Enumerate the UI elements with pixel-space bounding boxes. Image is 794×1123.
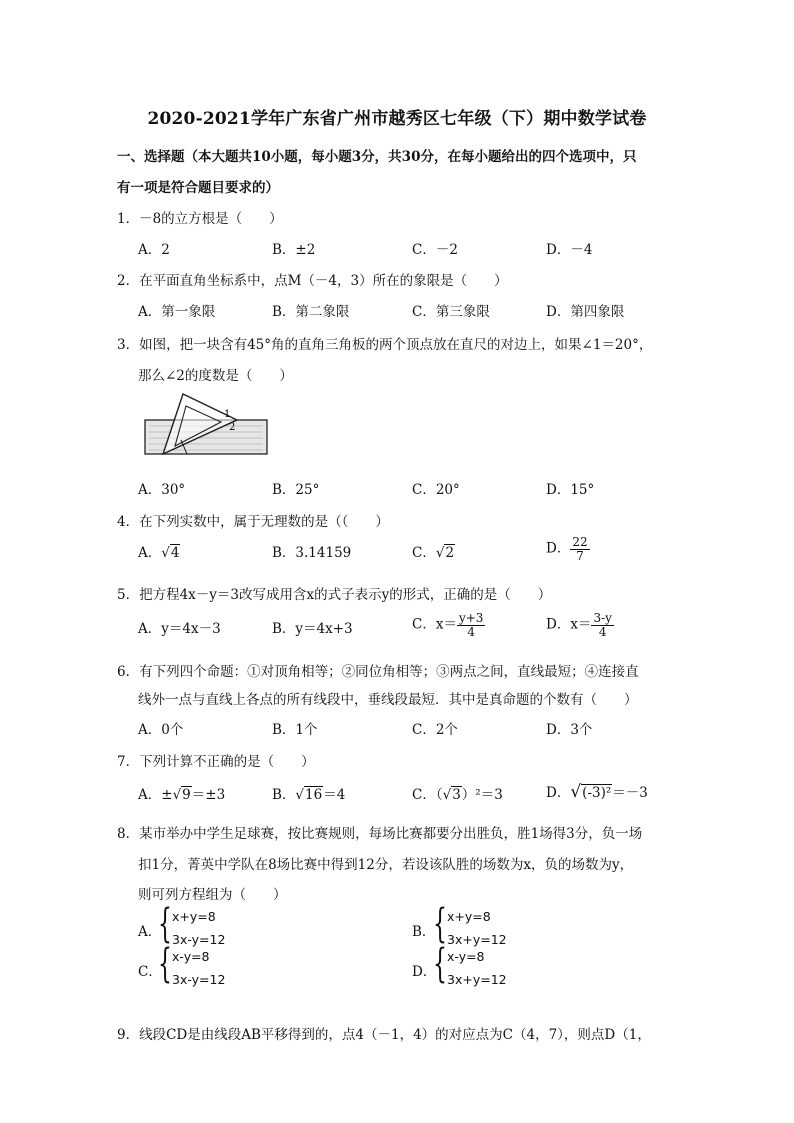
q7-option-d-result: ＝－3 <box>612 785 648 801</box>
q8-option-c-equation-2: 3x-y=12 <box>172 972 226 987</box>
q7-option-d <box>546 781 648 802</box>
brace-icon: { <box>433 941 447 987</box>
q7-option-c-radicand: 3 <box>452 787 461 803</box>
sqrt-sign: √ <box>295 787 305 803</box>
q8-option-c-equation-1: x-y=8 <box>172 949 210 964</box>
fraction-denominator: 4 <box>598 624 607 639</box>
section-heading-line2: 有一项是符合题目要求的） <box>117 180 279 196</box>
q4-option-d-label: D． <box>546 540 571 557</box>
q1-option-c: C．－2 <box>412 242 458 258</box>
q7-option-a-label: A．± <box>138 787 173 803</box>
q2-option-b: B．第二象限 <box>272 304 350 320</box>
q7-option-b-radicand: 16 <box>305 787 323 803</box>
q8-option-a-equation-1: x+y=8 <box>172 909 216 924</box>
fraction-denominator: 7 <box>576 548 584 563</box>
q7-option-d-label: D． <box>546 785 571 801</box>
q8-option-b-equation-2: 3x+y=12 <box>447 932 507 947</box>
q2-option-c: C．第三象限 <box>412 304 490 320</box>
q7-option-d-radicand: (-3)² <box>582 785 612 801</box>
q3-option-a: A．30° <box>138 482 186 498</box>
q8-option-d-equation-2: 3x+y=12 <box>447 972 507 987</box>
sqrt-sign: √ <box>435 545 445 561</box>
q6-option-a: A．0个 <box>138 722 184 738</box>
q5-option-c <box>412 612 485 638</box>
q2-option-d: D．第四象限 <box>546 304 625 320</box>
q7-stem: 7．下列计算不正确的是（ ） <box>117 754 315 770</box>
sqrt-sign: √ <box>161 545 170 561</box>
q4-option-d <box>546 536 590 562</box>
sqrt-sign: √ <box>172 787 182 803</box>
q5-option-d-fraction <box>591 612 613 638</box>
q8-option-a-equation-2: 3x-y=12 <box>172 932 226 947</box>
q7-option-c-result: ）²＝3 <box>461 787 503 803</box>
fraction-numerator: 22 <box>572 535 588 549</box>
q4-option-a-radicand: 4 <box>170 545 180 561</box>
q8-option-d-equation-1: x-y=8 <box>447 949 485 964</box>
q1-option-d: D．－4 <box>546 242 593 258</box>
q7-option-b-result: ＝4 <box>323 787 346 803</box>
q9-stem: 9．线段CD是由线段AB平移得到的，点4（－1，4）的对应点为C（4，7），则点D（1， <box>117 1027 651 1043</box>
brace-icon: { <box>158 901 172 947</box>
q4-option-d-fraction <box>570 536 589 562</box>
section-heading-line1: 一、选择题（本大题共10小题，每小题3分，共30分，在每小题给出的四个选项中，只 <box>117 149 637 165</box>
brace-icon: { <box>433 901 447 947</box>
angle-2-label: 2 <box>229 422 236 433</box>
q7-option-a-result: ＝±3 <box>191 787 226 803</box>
q7-option-c-label: C．（ <box>412 787 443 803</box>
q8-option-b-label: B． <box>412 924 436 940</box>
q2-stem: 2．在平面直角坐标系中，点M（－4，3）所在的象限是（ ） <box>117 273 508 289</box>
q8-stem-line3: 则可列方程组为（ ） <box>138 887 287 903</box>
q8-stem-line1: 8．某市举办中学生足球赛，按比赛规则，每场比赛都要分出胜负，胜1场得3分，负一场 <box>117 826 643 842</box>
sqrt-sign: √ <box>570 782 582 802</box>
q7-option-a <box>138 783 225 803</box>
q6-stem-line1: 6．有下列四个命题：①对顶角相等；②同位角相等；③两点之间，直线最短；④连接直 <box>117 664 639 680</box>
q7-option-a-radicand: 9 <box>182 787 191 803</box>
q6-option-d: D．3个 <box>546 722 593 738</box>
q8-stem-line2: 扣1分，菁英中学队在8场比赛中得到12分，若设该队胜的场数为x，负的场数为y， <box>138 857 634 873</box>
q7-option-c <box>412 783 503 803</box>
q4-option-c <box>412 541 455 561</box>
q5-option-c-fraction <box>457 612 485 638</box>
q3-stem-line1: 3．如图，把一块含有45°角的直角三角板的两个顶点放在直尺的对边上，如果∠1＝20°， <box>117 337 653 353</box>
q5-option-b: B．y＝4x+3 <box>272 621 353 637</box>
q8-option-b-equation-1: x+y=8 <box>447 909 491 924</box>
q4-option-c-label: C． <box>412 545 436 561</box>
fraction-numerator: 3-y <box>593 611 612 625</box>
q3-stem-line2: 那么∠2的度数是（ ） <box>138 368 293 384</box>
q5-stem: 5．把方程4x－y＝3改写成用含x的式子表示y的形式，正确的是（ ） <box>117 587 552 603</box>
q3-option-b: B．25° <box>272 482 320 498</box>
q7-option-b-label: B． <box>272 787 296 803</box>
q1-stem: 1．－8的立方根是（ ） <box>117 211 283 227</box>
q8-option-c-label: C． <box>138 964 162 980</box>
q8-option-a-label: A． <box>138 924 162 940</box>
q4-option-a <box>138 541 180 561</box>
q5-option-a: A．y＝4x－3 <box>138 621 221 637</box>
ruler-triangle-figure <box>141 390 271 458</box>
q1-option-b: B．±2 <box>272 242 316 258</box>
q6-stem-line2: 线外一点与直线上各点的所有线段中，垂线段最短．其中是真命题的个数有（ ） <box>138 692 638 708</box>
q4-option-b: B．3.14159 <box>272 545 352 561</box>
q4-option-a-label: A． <box>138 545 162 561</box>
sqrt-sign: √ <box>442 787 452 803</box>
fraction-numerator: y+3 <box>458 611 484 625</box>
q4-option-c-radicand: 2 <box>445 545 455 561</box>
q5-option-d-label: D．x＝ <box>546 616 592 633</box>
page-title: 2020-2021学年广东省广州市越秀区七年级（下）期中数学试卷 <box>147 109 647 129</box>
q3-option-c: C．20° <box>412 482 460 498</box>
q6-option-c: C．2个 <box>412 722 458 738</box>
q2-option-a: A．第一象限 <box>138 304 216 320</box>
q1-option-a: A．2 <box>138 242 170 258</box>
q8-option-d-label: D． <box>412 964 437 980</box>
q5-option-d <box>546 612 614 638</box>
fraction-denominator: 4 <box>467 624 475 639</box>
q7-option-b <box>272 783 345 803</box>
q5-option-c-label: C．x＝ <box>412 616 457 633</box>
q6-option-b: B．1个 <box>272 722 318 738</box>
q3-option-d: D．15° <box>546 482 595 498</box>
q4-stem: 4．在下列实数中，属于无理数的是（（ ） <box>117 514 389 530</box>
angle-1-label: 1 <box>224 409 231 420</box>
brace-icon: { <box>158 941 172 987</box>
